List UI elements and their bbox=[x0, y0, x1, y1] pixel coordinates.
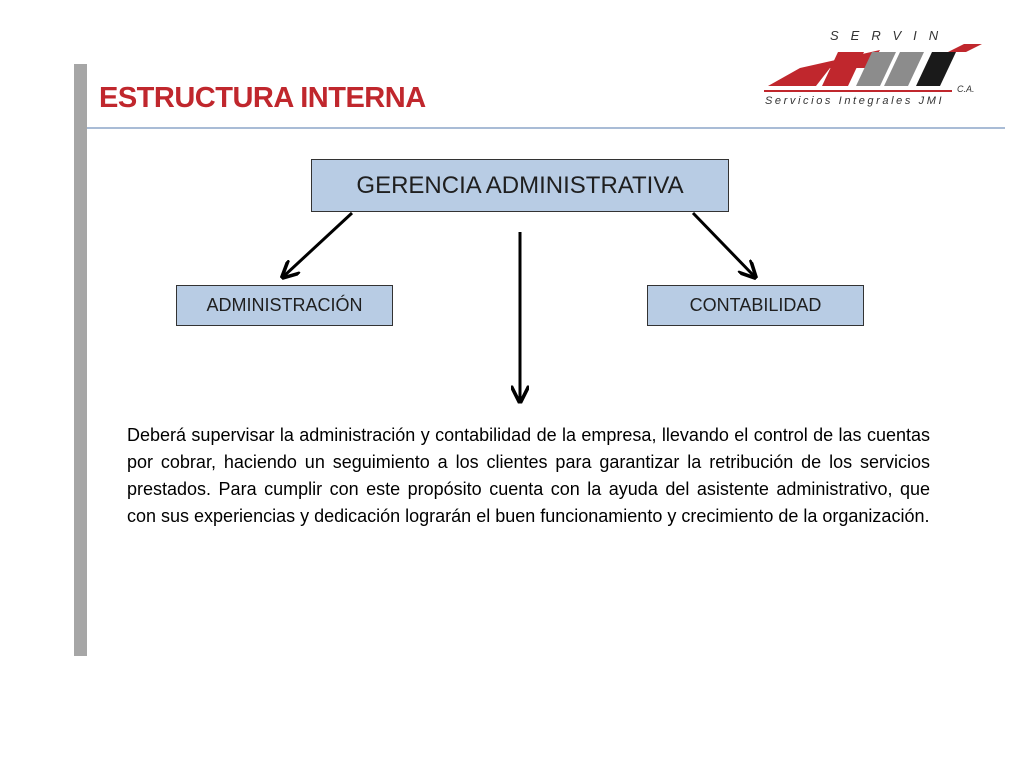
arrow-to-administracion bbox=[284, 213, 352, 276]
node-gerencia-administrativa: GERENCIA ADMINISTRATIVA bbox=[311, 159, 729, 212]
logo-ca-text: C.A. bbox=[957, 84, 975, 94]
logo-top-text: SERVIN bbox=[830, 28, 951, 43]
logo-bottom-text: Servicios Integrales JMI bbox=[765, 95, 945, 107]
node-contabilidad: CONTABILIDAD bbox=[647, 285, 864, 326]
arrow-to-contabilidad bbox=[693, 213, 754, 276]
node-administracion: ADMINISTRACIÓN bbox=[176, 285, 393, 326]
page-title: ESTRUCTURA INTERNA bbox=[99, 82, 426, 114]
description-text: Deberá supervisar la administración y contabilidad de la empresa, llevando el control de las cuentas por cobrar, haciendo un seguimiento a los clientes para garantizar la retribución de los servicios prestados. Para cumplir con este propósito cuenta con la ayuda del asistente administrativo, que con sus experiencias y dedicación lograrán el buen funcionamiento y crecimiento de la organización. bbox=[127, 425, 930, 526]
